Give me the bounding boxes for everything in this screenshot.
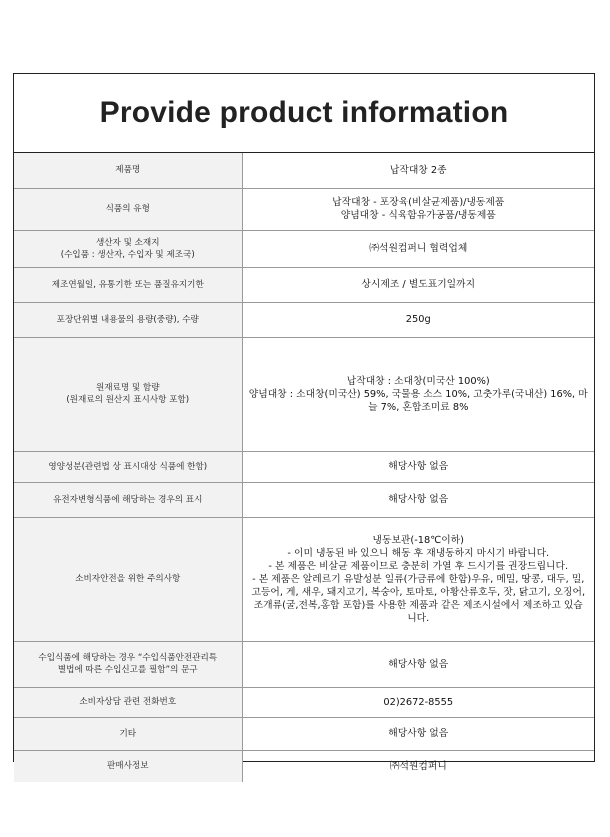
- import-notice-value: [242, 641, 594, 687]
- value-line: ㈜석원컴퍼니 협력업체: [369, 243, 468, 254]
- row-producer-location: [14, 230, 594, 267]
- label-line: 유전자변형식품에 해당하는 경우의 표시: [53, 494, 203, 505]
- value-line: 해당사항 없음: [388, 728, 449, 739]
- value-line: 고등어, 게, 새우, 돼지고기, 복숭아, 토마토, 아황산류호두, 잣, 닭고기, 오징어,: [251, 586, 586, 598]
- value-line: 조개류(굴,전복,홍합 포함)를 사용한 제품과 같은 제조시설에서 제조하고 있습: [253, 599, 583, 611]
- label-line: 기타: [119, 728, 137, 739]
- row-product-name: [14, 153, 594, 188]
- gmo-value: [242, 482, 594, 517]
- etc-label: [14, 717, 242, 750]
- value-line: 늘 7%, 혼합조미료 8%: [368, 401, 469, 413]
- label-line: 별법에 따른 수입신고를 필함”의 문구: [57, 665, 198, 675]
- label-line: 제조연월일, 유통기한 또는 품질유지기한: [51, 279, 204, 290]
- label-line: 원재료명 및 함량: [95, 383, 160, 393]
- label-line: 식품의 유형: [105, 204, 150, 214]
- value-line: - 본 제품은 알레르기 유발성분 일류(가금류에 한함)우유, 메밀, 땅콩, 대두, 밀,: [252, 573, 585, 585]
- row-manufacture-date: [14, 267, 594, 302]
- page-title: Provide product information: [99, 96, 509, 129]
- seller-info-label: [14, 750, 242, 782]
- label-line: (수입품 : 생산자, 수입자 및 제조국): [60, 249, 195, 260]
- nutrition-label: [14, 451, 242, 482]
- label-line: 포장단위별 내용물의 용량(중량), 수량: [56, 314, 199, 325]
- row-nutrition: [14, 451, 594, 482]
- value-line: 양념대창 - 식육함유가공품/냉동제품: [340, 210, 496, 221]
- capacity-value: [242, 302, 594, 337]
- value-line: 상시제조 / 별도표기일까지: [361, 279, 476, 290]
- food-type-value: [242, 188, 594, 230]
- value-line: 납작대창 - 포장육(비살균제품)/냉동제품: [332, 197, 505, 208]
- title-box: [14, 74, 594, 153]
- value-line: 02)2672-8555: [383, 696, 454, 708]
- row-import-notice: [14, 641, 594, 687]
- capacity-label: [14, 302, 242, 337]
- producer-location-value: [242, 230, 594, 267]
- product-name-value: [242, 153, 594, 188]
- manufacture-date-label: [14, 267, 242, 302]
- ingredients-value: [242, 337, 594, 451]
- row-phone: [14, 687, 594, 717]
- row-capacity: [14, 302, 594, 337]
- phone-value: [242, 687, 594, 717]
- manufacture-date-value: [242, 267, 594, 302]
- value-line: - 본 제품은 비살균 제품이므로 충분히 가열 후 드시기를 권장드립니다.: [268, 560, 569, 572]
- ingredients-label: [14, 337, 242, 451]
- row-gmo: [14, 482, 594, 517]
- label-line: 제품명: [115, 165, 141, 176]
- value-line: 해당사항 없음: [388, 658, 449, 670]
- product-info-table: [14, 153, 594, 782]
- row-food-type: [14, 188, 594, 230]
- etc-value: [242, 717, 594, 750]
- value-line: 납작대창 2종: [389, 164, 447, 176]
- safety-notes-value: [242, 517, 594, 641]
- phone-label: [14, 687, 242, 717]
- label-line: 판매사정보: [106, 761, 149, 772]
- row-seller-info: [14, 750, 594, 782]
- value-line: 해당사항 없음: [388, 494, 449, 505]
- value-line: 니다.: [407, 612, 430, 624]
- value-line: 양념대창 : 소대창(미국산) 59%, 국물용 소스 10%, 고춧가루(국내산) 16%, 마: [248, 388, 588, 400]
- row-etc: [14, 717, 594, 750]
- producer-location-label: [14, 230, 242, 267]
- product-name-label: [14, 153, 242, 188]
- row-ingredients: [14, 337, 594, 451]
- label-line: 생산자 및 소재지: [95, 237, 160, 248]
- value-line: ㈜석원컴퍼니: [389, 760, 447, 772]
- row-safety-notes: [14, 517, 594, 641]
- nutrition-value: [242, 451, 594, 482]
- safety-notes-label: [14, 517, 242, 641]
- value-line: 냉동보관(-18℃이하): [372, 534, 464, 546]
- label-line: 영양성분(관련법 상 표시대상 식품에 한함): [48, 461, 208, 472]
- gmo-label: [14, 482, 242, 517]
- seller-info-value: [242, 750, 594, 782]
- value-line: 납작대창 : 소대창(미국산 100%): [346, 375, 490, 387]
- label-line: (원재료의 원산지 표시사항 포함): [66, 395, 190, 405]
- food-type-label: [14, 188, 242, 230]
- value-line: - 이미 냉동된 바 있으니 해동 후 재냉동하지 마시기 바랍니다.: [287, 547, 550, 559]
- product-info-sheet: [13, 73, 595, 772]
- label-line: 수입식품에 해당하는 경우 “수입식품안전관리특: [38, 653, 218, 663]
- value-line: 해당사항 없음: [388, 461, 449, 472]
- label-line: 소비자안전을 위한 주의사항: [75, 574, 181, 584]
- label-line: 소비자상담 관련 전화번호: [79, 697, 177, 707]
- value-line: 250g: [405, 314, 431, 325]
- import-notice-label: [14, 641, 242, 687]
